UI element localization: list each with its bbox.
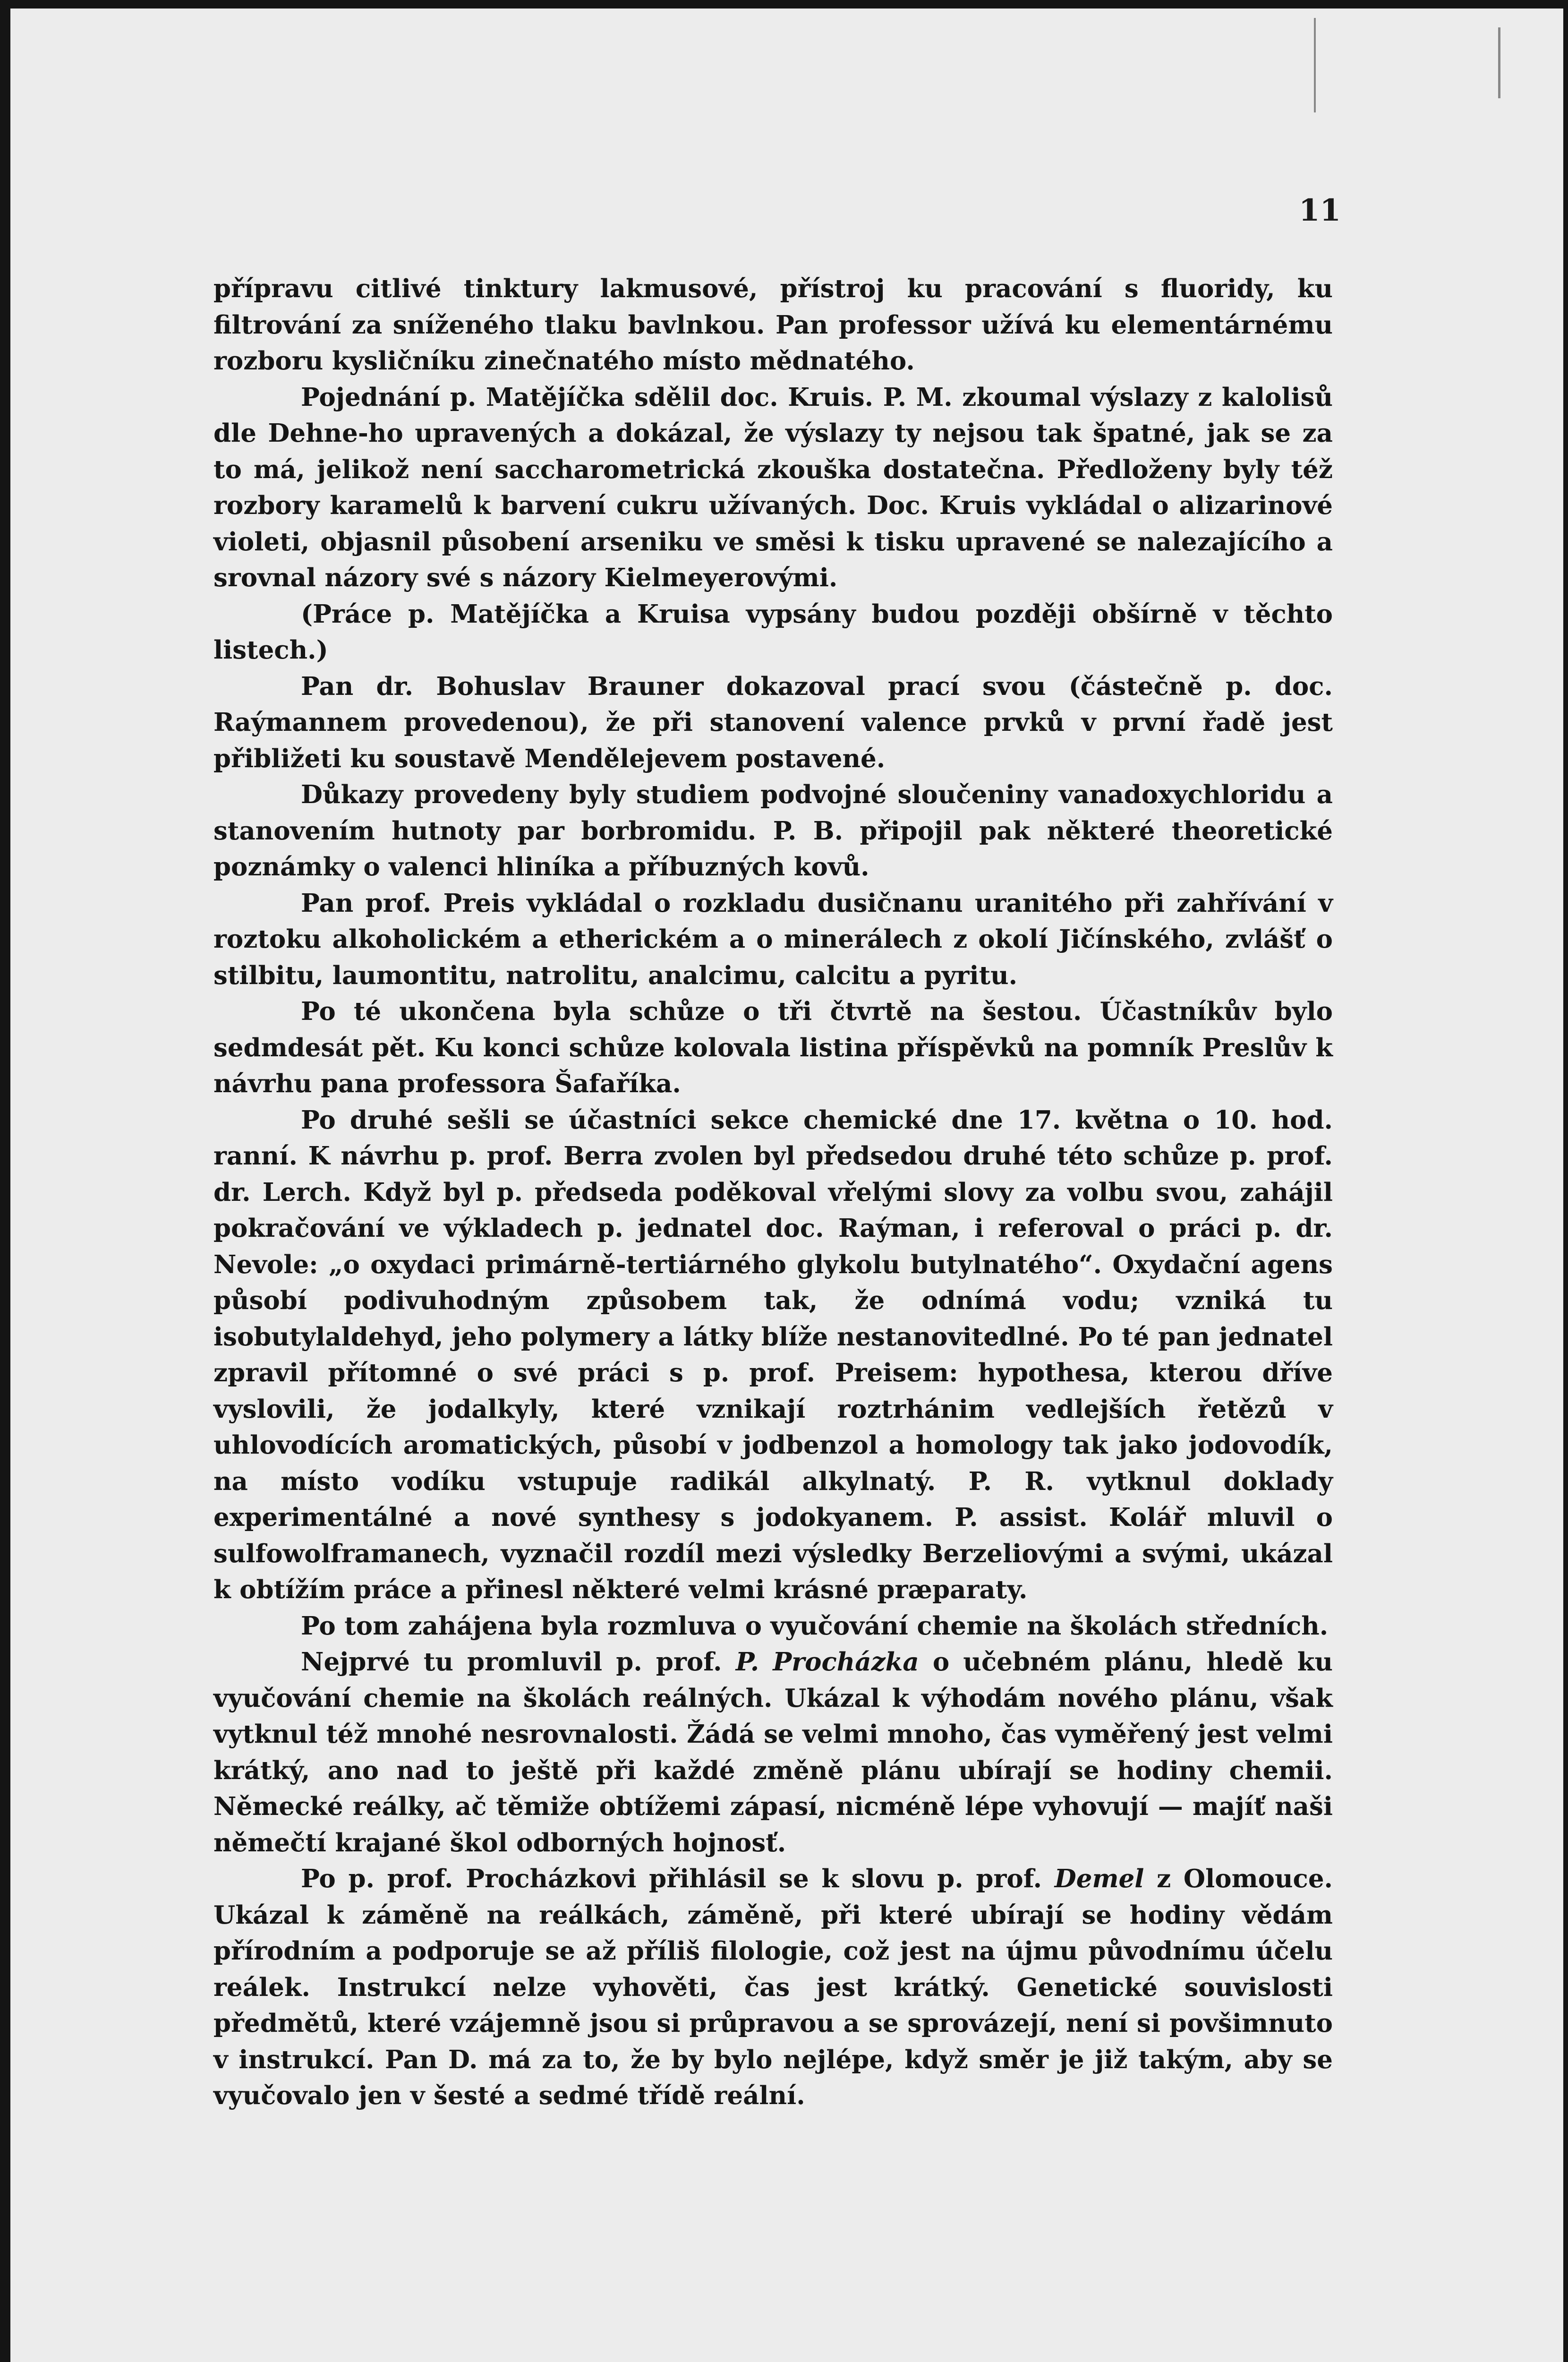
paragraph <box>213 668 1333 777</box>
text-run: Po p. prof. Procházkovi přihlásil se k slovu p. prof. <box>301 1864 1055 1893</box>
scan-edge-mark <box>1314 18 1316 112</box>
text-run: Nejprvé tu promluvil p. prof. <box>301 1647 736 1677</box>
paragraph <box>213 993 1333 1102</box>
text-run: Po té ukončena byla schůze o tři čtvrtě na šestou. Účastníkův bylo sedmdesát pět. Ku konci schůze kolovala listina příspěvků na pomník Preslův k návrhu pana professora Šafaříka. <box>213 997 1333 1098</box>
text-run: Pojednání p. Matějíčka sdělil doc. Kruis. P. M. zkoumal výslazy z kalolisů dle Dehne-ho upravených a dokázal, že výslazy ty nejsou tak špatné, jak se za to má, jelikož není saccharometrická zkouška dostatečna. Předloženy byly též rozbory karamelů k barvení cukru užívaných. Doc. Kruis vykládal o alizarinové violeti, objasnil působení arseniku ve směsi k tisku upravené se nalezajícího a srovnal názory své s názory Kielmeyerovými. <box>213 382 1333 592</box>
text-run: přípravu citlivé tinktury lakmusové, přístroj ku pracování s fluoridy, ku filtrování za sníženého tlaku bavlnkou. Pan professor užívá ku elementárnému rozboru kysličníku zinečnatého místo mědnatého. <box>213 274 1333 376</box>
text-run: Pan prof. Preis vykládal o rozkladu dusičnanu uranitého při zahřívání v roztoku alkoholickém a etherickém a o minerálech z okolí Jičínského, zvlášť o stilbitu, laumontitu, natrolitu, analcimu, calcitu a pyritu. <box>213 888 1333 990</box>
body-text <box>213 271 1333 2114</box>
text-run: Důkazy provedeny byly studiem podvojné sloučeniny vanadoxychloridu a stanovením hutnoty par borbromidu. P. B. připojil pak některé theoretické poznámky o valenci hliníka a příbuzných kovů. <box>213 780 1333 881</box>
page-number: 11 <box>1299 193 1341 228</box>
text-run: Po druhé sešli se účastníci sekce chemické dne 17. května o 10. hod. ranní. K návrhu p. prof. Berra zvolen byl předsedou druhé této schůze p. prof. dr. Lerch. Když byl p. předseda poděkoval vřelými slovy za volbu svou, zahájil pokračování ve výkladech p. jednatel doc. Raýman, i referoval o práci p. dr. Nevole: „o oxydaci primárně-tertiárného glykolu butylnatého“. Oxydační agens působí podivuhodným způsobem tak, že odnímá vodu; vzniká tu isobutylaldehyd, jeho polymery a látky blíže nestanovitedlné. Po té pan jednatel zpravil přítomné o své práci s p. prof. Preisem: hypothesa, kterou dříve vyslovili, že jodalkyly, které vznikají roztrhánim vedlejších řetězů v uhlovodících aromatických, působí v jodbenzol a homology tak jako jodovodík, na místo vodíku vstupuje radikál alkylnatý. P. R. vytknul doklady experimentálné a nové synthesy s jodokyanem. P. assist. Kolář mluvil o sulfowolframanech, vyznačil rozdíl mezi výsledky Berzeliovými a svými, ukázal k obtížím práce a přinesl některé velmi krásné præparaty. <box>213 1105 1333 1604</box>
italic-name: P. Procházka <box>735 1647 919 1677</box>
paragraph <box>213 777 1333 885</box>
text-run: (Práce p. Matějíčka a Kruisa vypsány budou později obšírně v těchto listech.) <box>213 599 1333 665</box>
paragraph <box>213 1861 1333 2114</box>
text-run: Po tom zahájena byla rozmluva o vyučování chemie na školách středních. <box>301 1611 1329 1641</box>
paragraph <box>213 1102 1333 1608</box>
paragraph <box>213 271 1333 379</box>
text-run: z Olomouce. Ukázal k záměně na reálkách, záměně, při které ubírají se hodiny vědám přírodním a podporuje se až příliš filologie, což jest na újmu původnímu účelu reálek. Instrukcí nelze vyhověti, čas jest krátký. Genetické souvislosti předmětů, které vzájemně jsou si průpravou a se sprovázejí, není si povšimnuto v instrukcí. Pan D. má za to, že by bylo nejlépe, když směr je již takým, aby se vyučovalo jen v šesté a sedmé třídě reální. <box>213 1864 1333 2110</box>
book-page <box>10 9 1563 2362</box>
paragraph <box>213 1644 1333 1861</box>
text-run: Pan dr. Bohuslav Brauner dokazoval prací svou (částečně p. doc. Raýmannem provedenou), že při stanovení valence prvků v první řadě jest přibližeti ku soustavě Mendělejevem postavené. <box>213 671 1333 773</box>
paragraph <box>213 596 1333 668</box>
text-run: o učebném plánu, hledě ku vyučování chemie na školách reálných. Ukázal k výhodám nového plánu, však vytknul též mnohé nesrovnalosti. Žádá se velmi mnoho, čas vyměřený jest velmi krátký, ano nad to ještě při každé změně plánu ubírají se hodiny chemii. Německé reálky, ač těmiže obtížemi zápasí, nicméně lépe vyhovují — majíť naši němečtí krajané škol odborných hojnosť. <box>213 1647 1333 1857</box>
italic-name: Demel <box>1054 1864 1144 1893</box>
paragraph <box>213 885 1333 994</box>
scan-edge-mark <box>1498 27 1500 98</box>
paragraph <box>213 1608 1333 1644</box>
paragraph <box>213 379 1333 596</box>
